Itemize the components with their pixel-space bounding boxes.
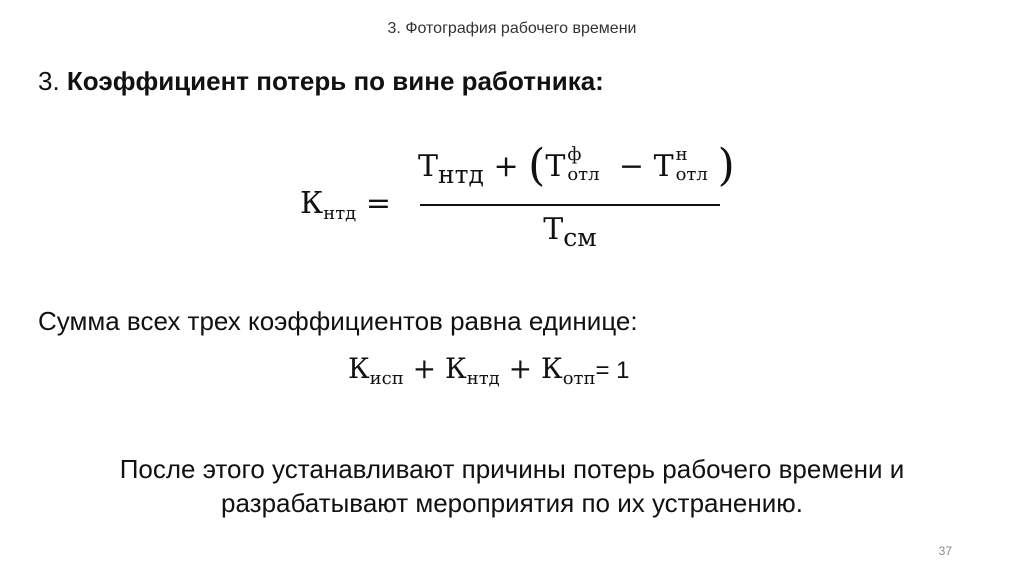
term3-sup: н bbox=[675, 144, 688, 165]
term3-sub: отл bbox=[675, 164, 708, 185]
conclusion-line2: разрабатывают мероприятия по их устранению. bbox=[221, 488, 803, 518]
page-number: 37 bbox=[938, 544, 952, 558]
formula-lhs bbox=[300, 186, 391, 224]
sum-k1-sub: исп bbox=[369, 368, 404, 389]
fraction-numerator bbox=[418, 140, 735, 191]
heading-number: 3. bbox=[38, 66, 60, 96]
den-subscript: см bbox=[563, 223, 597, 252]
fraction-denominator bbox=[420, 212, 720, 252]
sum-k1: К bbox=[348, 352, 370, 385]
equals-sign: = bbox=[365, 186, 391, 221]
paren-close: ) bbox=[717, 140, 735, 191]
sum-k3: К bbox=[541, 352, 563, 385]
sum-k2: К bbox=[445, 352, 467, 385]
sum-k2-sub: нтд bbox=[466, 368, 500, 389]
num-term1-sub: нтд bbox=[438, 160, 484, 189]
term3: Т bbox=[653, 149, 674, 184]
heading-text: Коэффициент потерь по вине работника: bbox=[66, 66, 604, 96]
sum-equals-one: = 1 bbox=[595, 357, 630, 384]
sum-plus1: + bbox=[412, 352, 437, 385]
den-symbol: Т bbox=[543, 212, 564, 247]
section-heading bbox=[38, 66, 604, 97]
lhs-symbol: К bbox=[300, 186, 324, 221]
formula-loss-coefficient bbox=[300, 140, 740, 260]
term2-sub: отл bbox=[567, 164, 600, 185]
minus-sign: − bbox=[618, 149, 645, 184]
conclusion-line1: После этого устанавливают причины потерь рабочего времени и bbox=[119, 454, 905, 484]
paren-open: ( bbox=[528, 140, 546, 191]
term3-scripts bbox=[674, 144, 718, 188]
slide-header-title: 3. Фотография рабочего времени bbox=[387, 20, 637, 37]
formula-sum-coefficients bbox=[348, 352, 630, 389]
term2-scripts bbox=[565, 144, 609, 188]
sum-statement: Сумма всех трех коэффициентов равна единице: bbox=[38, 306, 638, 336]
term2-sup: ф bbox=[567, 144, 582, 165]
lhs-subscript: нтд bbox=[323, 203, 357, 224]
conclusion-text bbox=[0, 452, 1024, 520]
plus-sign: + bbox=[493, 149, 519, 184]
sum-plus2: + bbox=[508, 352, 533, 385]
num-term1: Т bbox=[418, 149, 439, 184]
fraction-bar bbox=[420, 204, 720, 206]
sum-k3-sub: отп bbox=[562, 368, 596, 389]
term2: Т bbox=[545, 149, 566, 184]
